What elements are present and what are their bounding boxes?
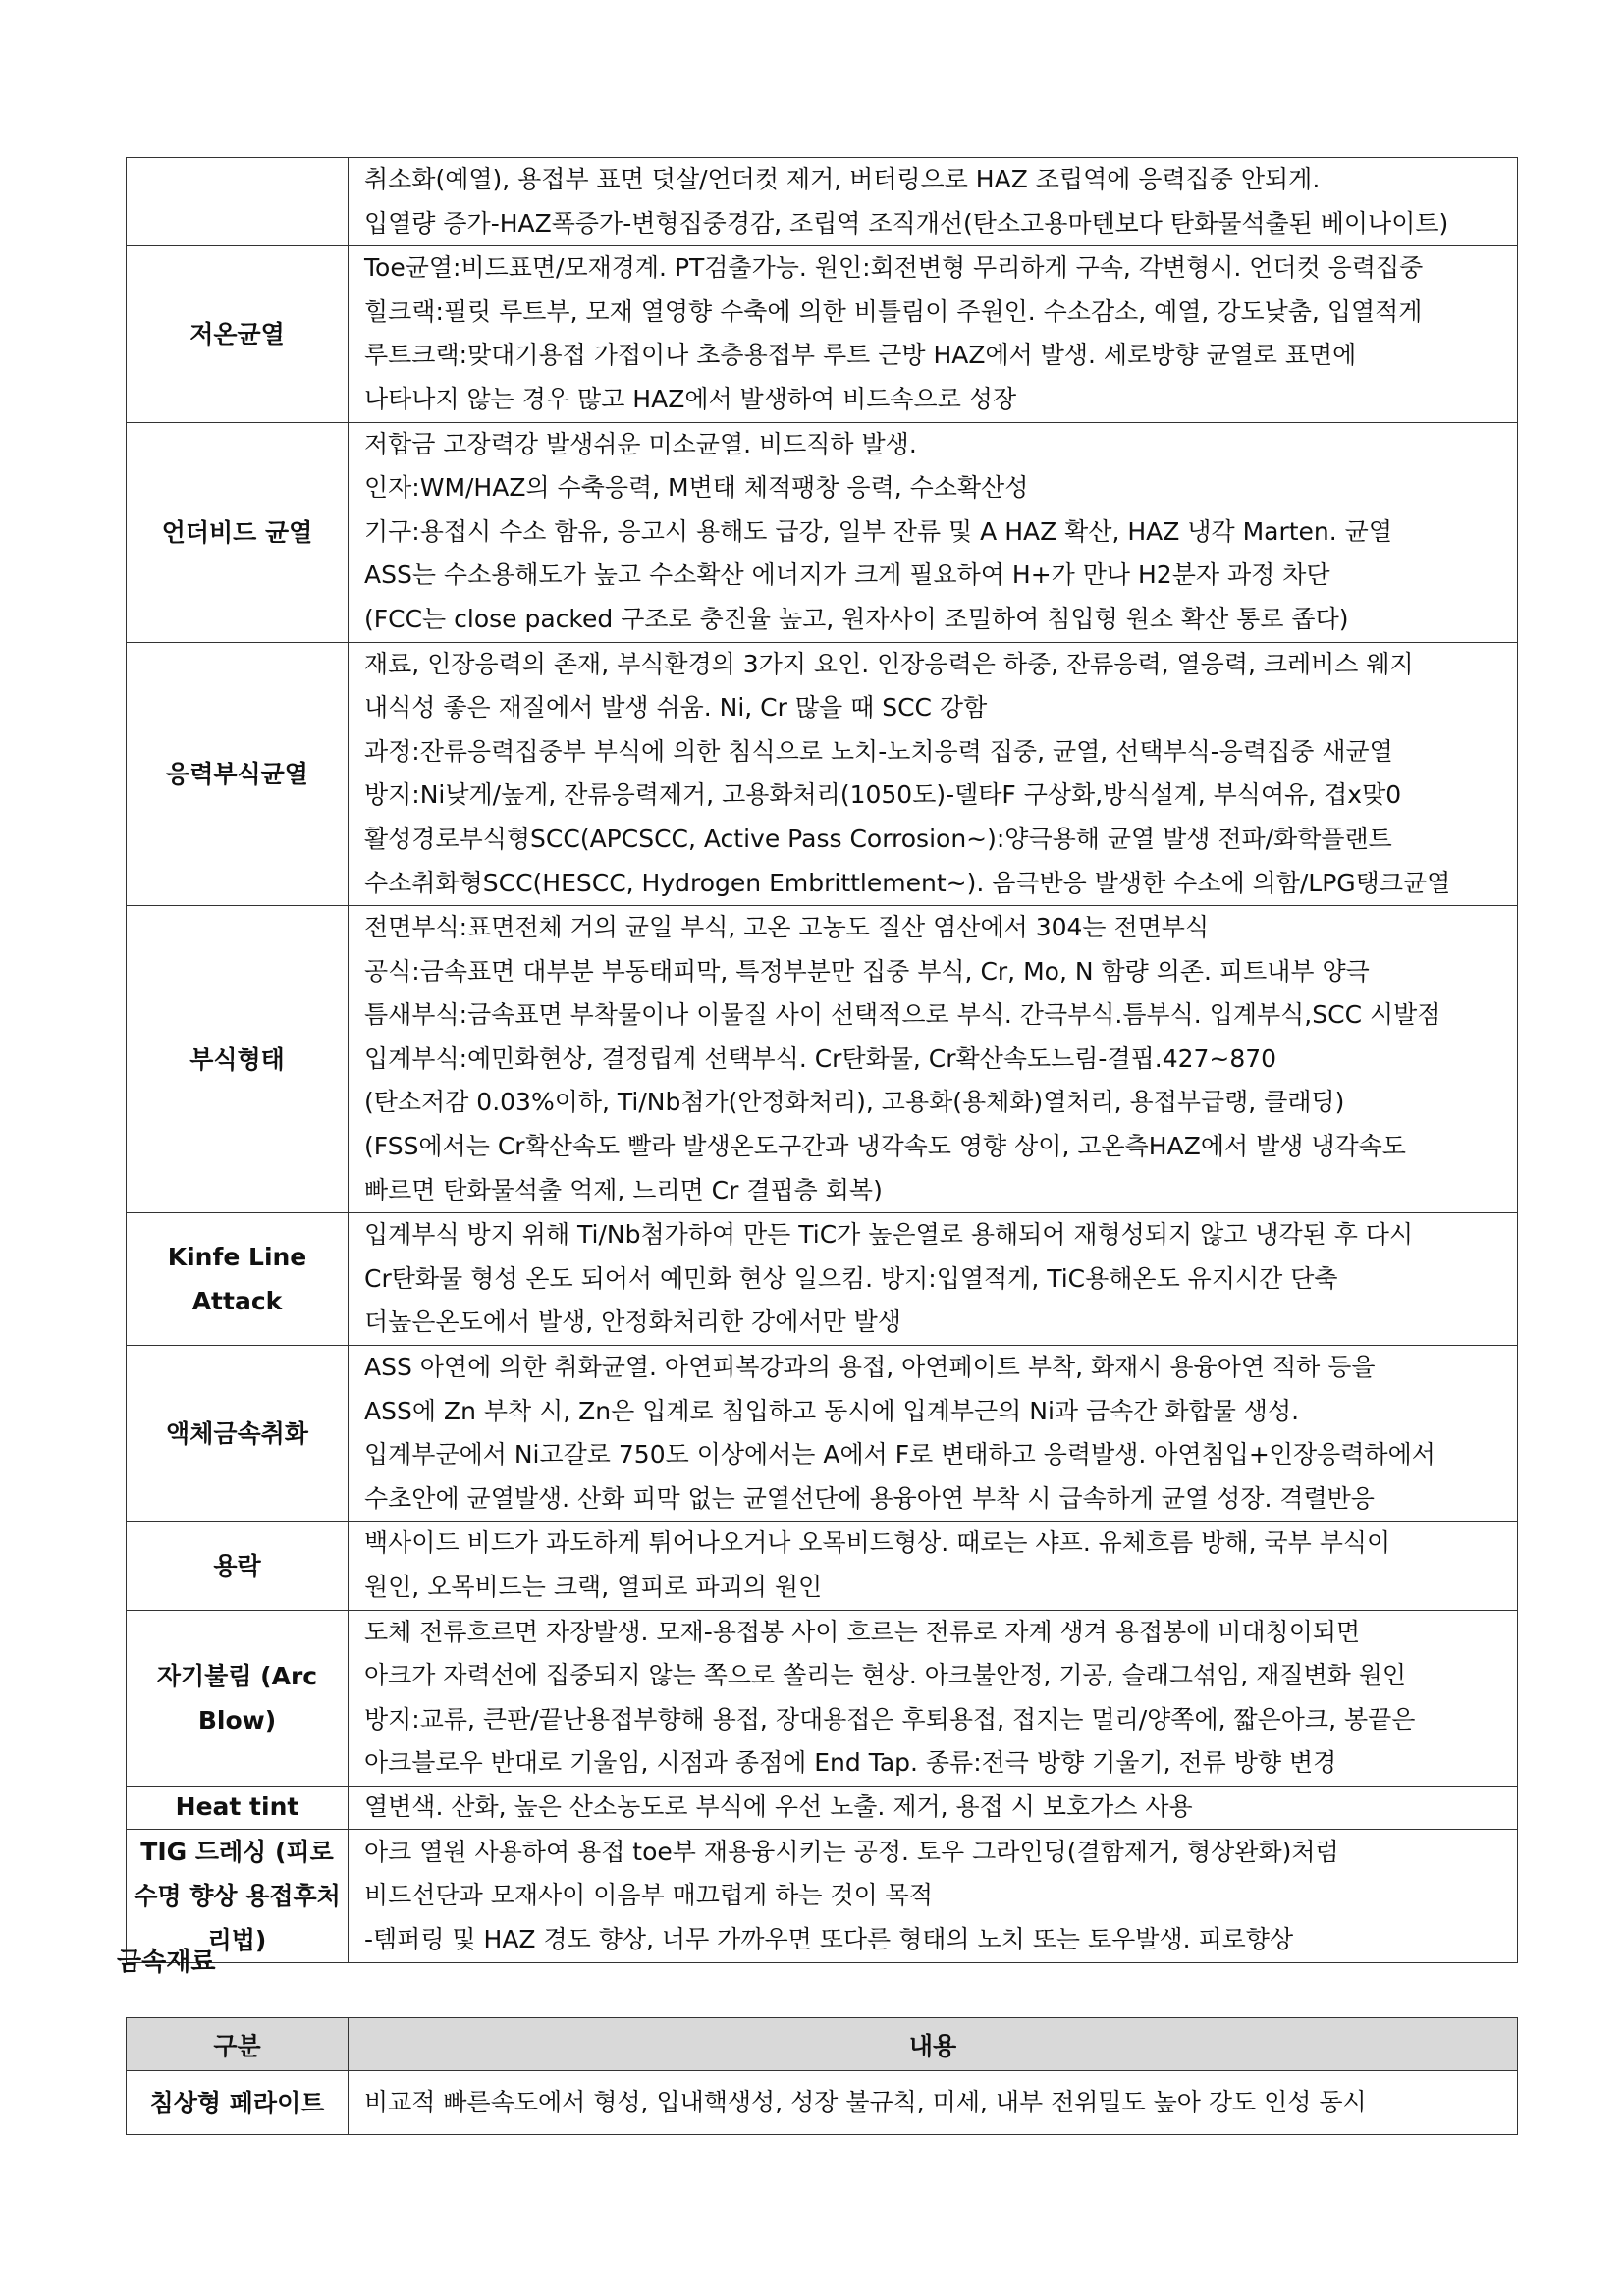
content-line: 원인, 오목비드는 크랙, 열피로 파괴의 원인	[364, 1573, 823, 1601]
content-line: 힐크랙:필릿 루트부, 모재 열영향 수축에 의한 비틀림이 주원인. 수소감소, 예열, 강도낮춤, 입열적게	[364, 296, 1423, 326]
row-label: 용락	[127, 1522, 349, 1610]
row-content	[349, 642, 1518, 906]
row-label: 액체금속취화	[127, 1346, 349, 1522]
table-row	[127, 1829, 1518, 1962]
table-row	[127, 1213, 1518, 1346]
content-line: 비드선단과 모재사이 이음부 매끄럽게 하는 것이 목적	[364, 1881, 933, 1910]
content-line: 과정:잔류응력집중부 부식에 의한 침식으로 노치-노치응력 집중, 균열, 선택부식-응력집중 새균열	[364, 736, 1393, 766]
weld-defects-table	[126, 157, 1518, 1963]
row-content	[349, 158, 1518, 246]
row-content	[349, 1610, 1518, 1786]
content-line: 활성경로부식형SCC(APCSCC, Active Pass Corrosion~):양극용해 균열 발생 전파/화학플랜트	[364, 824, 1392, 853]
table-row	[127, 1346, 1518, 1522]
content-line: 백사이드 비드가 과도하게 튀어나오거나 오목비드형상. 때로는 샤프. 유체흐름 방해, 국부 부식이	[364, 1528, 1391, 1558]
row-label	[127, 158, 349, 246]
content-line: 아크가 자력선에 집중되지 않는 쪽으로 쏠리는 현상. 아크불안정, 기공, 슬래그섞임, 재질변화 원인	[364, 1661, 1407, 1690]
content-line: 도체 전류흐르면 자장발생. 모재-용접봉 사이 흐르는 전류로 자계 생겨 용접봉에 비대칭이되면	[364, 1617, 1361, 1646]
content-line: 입계부군에서 Ni고갈로 750도 이상에서는 A에서 F로 변태하고 응력발생. 아연침입+인장응력하에서	[364, 1440, 1435, 1469]
content-line: 입계부식:예민화현상, 결정립계 선택부식. Cr탄화물, Cr확산속도느림-결핍.427~870	[364, 1043, 1277, 1073]
content-line: 취소화(예열), 용접부 표면 덧살/언더컷 제거, 버터링으로 HAZ 조립역에 응력집중 안되게.	[364, 165, 1321, 193]
row-content	[349, 1786, 1518, 1829]
content-line: 아크 열원 사용하여 용접 toe부 재용융시키는 공정. 토우 그라인딩(결함제거, 형상완화)처럼	[364, 1837, 1339, 1866]
table-row	[127, 422, 1518, 642]
row-content	[349, 1522, 1518, 1610]
row-content	[349, 906, 1518, 1213]
row-content	[349, 1346, 1518, 1522]
table-row	[127, 1786, 1518, 1829]
content-line: 수초안에 균열발생. 산화 피막 없는 균열선단에 용융아연 부착 시 급속하게 균열 성장. 격렬반응	[364, 1483, 1375, 1513]
content-line: 틈새부식:금속표면 부착물이나 이물질 사이 선택적으로 부식. 간극부식.틈부식. 입계부식,SCC 시발점	[364, 1000, 1441, 1030]
content-line: 기구:용접시 수소 함유, 응고시 용해도 급강, 일부 잔류 및 A HAZ 확산, HAZ 냉각 Marten. 균열	[364, 516, 1392, 546]
content-line: 열변색. 산화, 높은 산소농도로 부식에 우선 노출. 제거, 용접 시 보호가스 사용	[364, 1792, 1193, 1822]
content-line: 입열량 증가-HAZ폭증가-변형집중경감, 조립역 조직개선(탄소고용마텐보다 탄화물석출된 베이나이트)	[364, 208, 1449, 238]
row-label: 침상형 페라이트	[127, 2071, 349, 2135]
content-line: (FSS에서는 Cr확산속도 빨라 발생온도구간과 냉각속도 영향 상이, 고온측HAZ에서 발생 냉각속도	[364, 1132, 1406, 1161]
row-label: 언더비드 균열	[127, 422, 349, 642]
content-line: 방지:교류, 큰판/끝난용접부향해 용접, 장대용접은 후퇴용접, 접지는 멀리/양쪽에, 짧은아크, 봉끝은	[364, 1704, 1416, 1734]
table-row	[127, 642, 1518, 906]
content-line: 더높은온도에서 발생, 안정화처리한 강에서만 발생	[364, 1308, 901, 1337]
content-line: (FCC는 close packed 구조로 충진율 높고, 원자사이 조밀하여 침입형 원소 확산 통로 좁다)	[364, 604, 1349, 633]
row-content: 비교적 빠른속도에서 형성, 입내핵생성, 성장 불규칙, 미세, 내부 전위밀도 높아 강도 인성 동시	[349, 2071, 1518, 2135]
table-row	[127, 1610, 1518, 1786]
row-label: Heat tint	[127, 1786, 349, 1829]
row-label: 응력부식균열	[127, 642, 349, 906]
content-line: ASS는 수소용해도가 높고 수소확산 에너지가 크게 필요하여 H+가 만나 H2분자 과정 차단	[364, 561, 1330, 590]
content-line: 공식:금속표면 대부분 부동태피막, 특정부분만 집중 부식, Cr, Mo, N 함량 의존. 피트내부 양극	[364, 956, 1370, 986]
content-line: 전면부식:표면전체 거의 균일 부식, 고온 고농도 질산 염산에서 304는 전면부식	[364, 913, 1210, 942]
row-label: Kinfe Line Attack	[127, 1213, 349, 1346]
content-line: 입계부식 방지 위해 Ti/Nb첨가하여 만든 TiC가 높은열로 용해되어 재형성되지 않고 냉각된 후 다시	[364, 1220, 1414, 1250]
content-line: 저합금 고장력강 발생쉬운 미소균열. 비드직하 발생.	[364, 429, 917, 458]
table-header-row	[127, 2018, 1518, 2071]
content-line: 재료, 인장응력의 존재, 부식환경의 3가지 요인. 인장응력은 하중, 잔류응력, 열응력, 크레비스 웨지	[364, 649, 1414, 678]
row-label: 저온균열	[127, 246, 349, 422]
content-line: 빠르면 탄화물석출 억제, 느리면 Cr 결핍층 회복)	[364, 1175, 883, 1204]
row-label: TIG 드레싱 (피로수명 향상 용접후처리법)	[127, 1829, 349, 1962]
content-line: (탄소저감 0.03%이하, Ti/Nb첨가(안정화처리), 고용화(용체화)열처리, 용접부급랭, 클래딩)	[364, 1088, 1345, 1117]
row-content	[349, 1829, 1518, 1962]
section-heading: 금속재료	[117, 1948, 216, 1977]
content-line: 나타나지 않는 경우 많고 HAZ에서 발생하여 비드속으로 성장	[364, 384, 1017, 413]
column-header: 구분	[127, 2018, 349, 2071]
content-line: 수소취화형SCC(HESCC, Hydrogen Embrittlement~). 음극반응 발생한 수소에 의함/LPG탱크균열	[364, 868, 1451, 897]
row-content	[349, 422, 1518, 642]
content-line: 내식성 좋은 재질에서 발생 쉬움. Ni, Cr 많을 때 SCC 강함	[364, 693, 988, 722]
table-row	[127, 246, 1518, 422]
content-line: ASS 아연에 의한 취화균열. 아연피복강과의 용접, 아연페이트 부착, 화재시 용융아연 적하 등을	[364, 1353, 1376, 1382]
content-line: 방지:Ni낮게/높게, 잔류응력제거, 고용화처리(1050도)-델타F 구상화,방식설계, 부식여유, 겹x맞0	[364, 780, 1402, 810]
table-row	[127, 1522, 1518, 1610]
row-content	[349, 1213, 1518, 1346]
row-label: 자기불림 (Arc Blow)	[127, 1610, 349, 1786]
content-line: Cr탄화물 형성 온도 되어서 예민화 현상 일으킴. 방지:입열적게, TiC용해온도 유지시간 단축	[364, 1263, 1338, 1293]
content-line: ASS에 Zn 부착 시, Zn은 입계로 침입하고 동시에 입계부근의 Ni과 금속간 화합물 생성.	[364, 1396, 1300, 1425]
content-line: 루트크랙:맞대기용접 가접이나 초층용접부 루트 근방 HAZ에서 발생. 세로방향 균열로 표면에	[364, 341, 1357, 370]
content-line: 아크블로우 반대로 기울임, 시점과 종점에 End Tap. 종류:전극 방향 기울기, 전류 방향 변경	[364, 1748, 1337, 1778]
table-row	[127, 158, 1518, 246]
column-header: 내용	[349, 2018, 1518, 2071]
metal-materials-table	[126, 2017, 1518, 2135]
table-row	[127, 906, 1518, 1213]
content-line: 인자:WM/HAZ의 수축응력, M변태 체적팽창 응력, 수소확산성	[364, 473, 1029, 503]
row-content	[349, 246, 1518, 422]
content-line: -템퍼링 및 HAZ 경도 향상, 너무 가까우면 또다른 형태의 노치 또는 토우발생. 피로향상	[364, 1924, 1294, 1953]
table-row	[127, 2071, 1518, 2135]
row-label: 부식형태	[127, 906, 349, 1213]
content-line: Toe균열:비드표면/모재경계. PT검출가능. 원인:회전변형 무리하게 구속, 각변형시. 언더컷 응력집중	[364, 253, 1424, 283]
